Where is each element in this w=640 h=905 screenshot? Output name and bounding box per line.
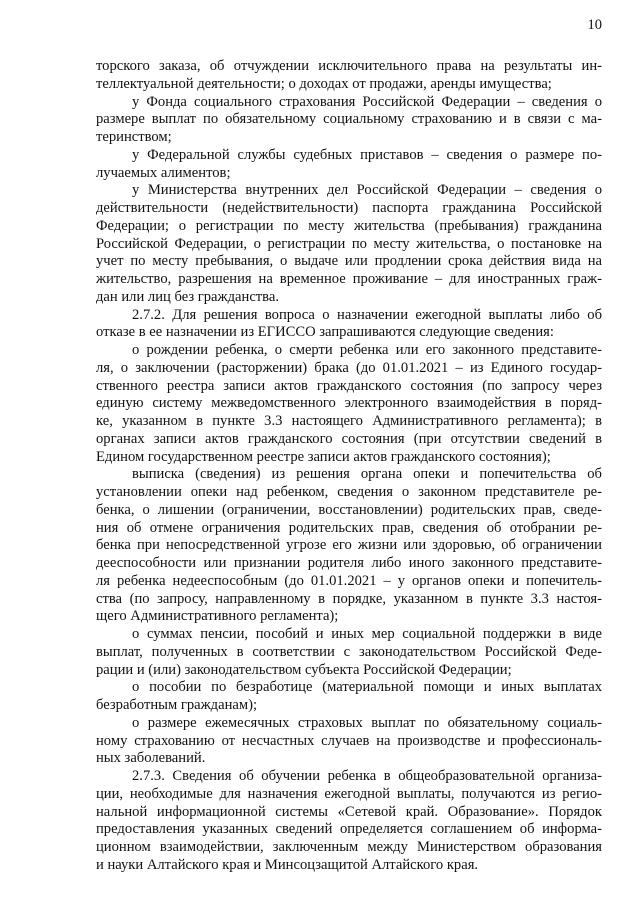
text-line: ному страхованию от несчастных случаев на производстве и профессиональ- [96,732,602,749]
text-line: ционном взаимодействии, заключенным между Министерством образования [96,839,602,855]
paragraph [96,342,602,466]
paragraph [96,147,602,183]
text-line: безработным гражданам); [96,697,258,713]
text-line: размере выплат по обязательному социальному страхованию и в связи с ма- [96,111,602,128]
paragraph [96,94,602,147]
text-line: дан или лиц без гражданства. [96,288,279,305]
text-line: теринством; [96,129,172,145]
text-line: бенка, о лишении (ограничении, восстановлении) родительских прав, сведе- [96,501,602,518]
text-line: у Министерства внутренних дел Российской Федерации – сведения о [132,182,602,199]
text-line: выплат, полученных в соответствии с законодательством Российской Феде- [96,643,602,660]
text-line: Федерации; о регистрации по месту жительства (пребывания) гражданина [96,217,602,234]
text-line: о пособии по безработице (материальной помощи и иных выплатах [132,679,602,696]
text-line: ля ребенка недееспособным (до 01.01.2021 – у органов опеки и попечитель- [96,572,602,589]
paragraph [96,466,602,626]
paragraph [96,182,602,306]
text-line: ных заболеваний. [96,750,206,767]
text-line: 2.7.3. Сведения об обучении ребенка в общеобразовательной организа- [132,768,602,784]
text-line: о суммах пенсии, пособий и иных мер социальной поддержки в виде [132,626,602,642]
text-line: о размере ежемесячных страховых выплат по обязательному социаль- [132,714,602,731]
text-line: дееспособности или признании родителя либо иного законного представите- [96,555,602,571]
text-line: органах записи актов гражданского состояния (при отсутствии сведений в [96,430,602,447]
text-line: Едином государственном реестре записи актов гражданского состояния); [96,448,551,465]
paragraph [96,307,602,343]
text-line: ля, о заключении (расторжении) брака (до 01.01.2021 – из Единого государ- [96,359,602,376]
text-line: отказе в ее назначении из ЕГИССО запрашиваются следующие сведения: [96,324,554,341]
text-line: действительности (недействительности) паспорта гражданина Российской [96,200,602,216]
text-line: нальной информационной системы «Сетевой край. Образование». Порядок [96,803,602,820]
text-line: бенка при непосредственной угрозе его жизни или здоровью, об ограничении [96,537,602,554]
page-number: 10 [587,17,602,33]
text-line: выписка (сведения) из решения органа опеки и попечительства об [132,466,602,483]
text-line: щего Административного регламента); [96,608,339,625]
text-line: теллектуальной деятельности; о доходах от продажи, аренды имущества; [96,75,552,92]
paragraph [96,715,602,768]
text-line: ственного реестра записи актов гражданского состояния (по запросу через [96,377,602,394]
text-line: предоставления указанных сведений определяется соглашением об информа- [96,821,602,838]
text-line: торского заказа, об отчуждении исключительного права на результаты ин- [96,58,602,74]
text-line: жительство, разрешения на временное проживание – для иностранных граж- [96,271,602,287]
paragraph [96,679,602,715]
text-line: ния об отмене ограничения родительских прав, сведения об отобрании ре- [96,519,602,536]
text-line: единую систему межведомственного электронного взаимодействия в поряд- [96,395,602,412]
text-line: 2.7.2. Для решения вопроса о назначении ежегодной выплаты либо об [132,306,602,323]
text-line: у Федеральной службы судебных приставов – сведения о размере по- [132,146,602,163]
text-line: ции, необходимые для назначения ежегодной выплаты, получаются из регио- [96,785,602,802]
text-line: и науки Алтайского края и Минсоцзащитой Алтайского края. [96,856,479,873]
paragraph [96,626,602,679]
text-line: учет по месту пребывания, о выдаче или продлении срока действия вида на [96,253,602,270]
text-line: о рождении ребенка, о смерти ребенка или его законного представите- [132,342,602,358]
text-line: ке, указанном в пункте 3.3 настоящего Административного регламента); в [96,413,602,429]
text-line: ства (по запросу, направленному в порядке, указанном в пункте 3.3 настоя- [96,590,602,607]
document-body [96,58,602,875]
text-line: у Фонда социального страхования Российской Федерации – сведения о [132,93,602,110]
text-line: Российской Федерации, о регистрации по месту жительства, о постановке на [96,235,602,252]
text-line: рации и (или) законодательством субъекта Российской Федерации; [96,661,512,678]
text-line: установлении опеки над ребенком, сведения о законном представителе ре- [96,484,602,500]
paragraph [96,58,602,94]
paragraph [96,768,602,875]
text-line: лучаемых алиментов; [96,164,231,181]
